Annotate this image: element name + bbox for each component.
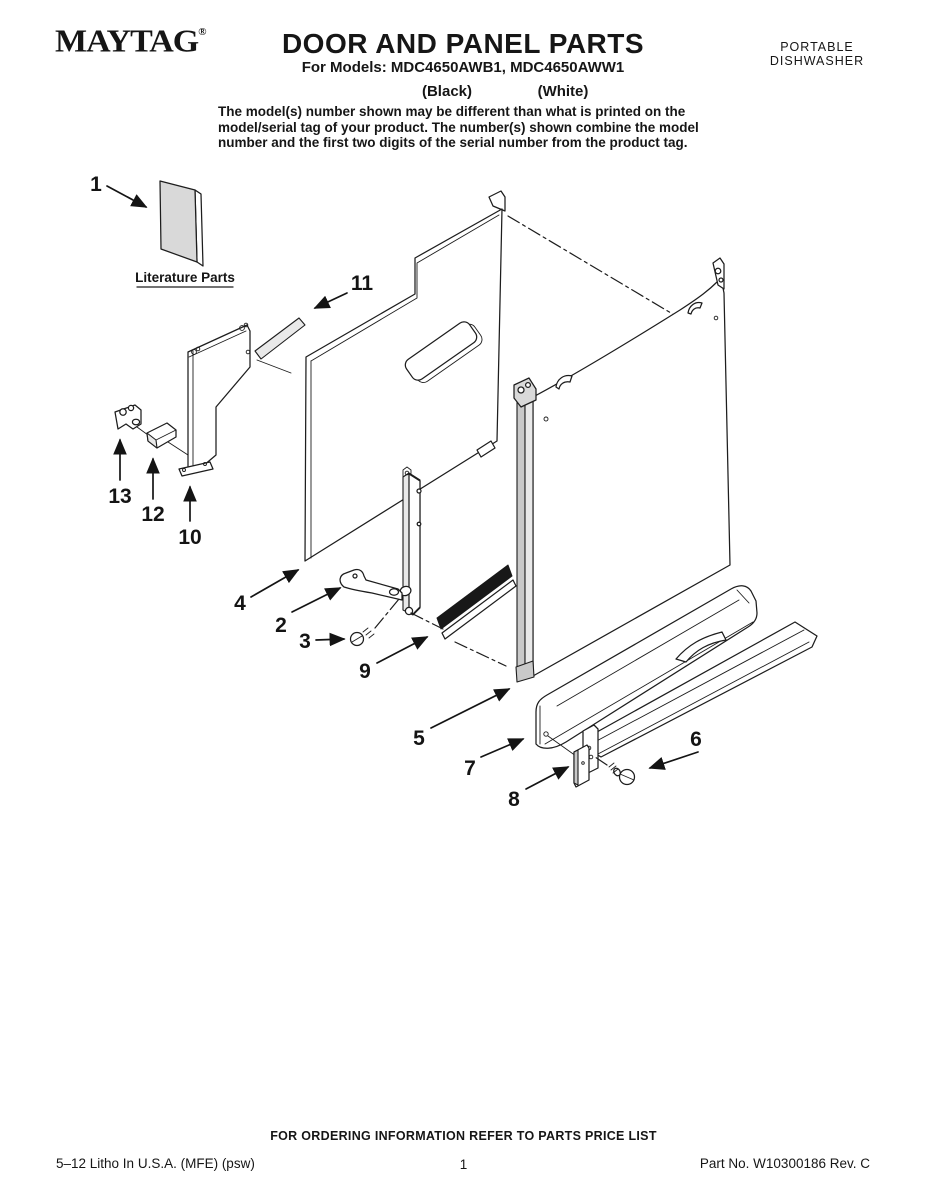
screw-thread — [609, 763, 614, 767]
spacer-block — [147, 423, 188, 455]
callout-6-arrow — [650, 752, 698, 768]
mounting-plate — [574, 745, 589, 787]
page-title: DOOR AND PANEL PARTS — [281, 28, 645, 59]
booklet-cover — [160, 181, 197, 262]
screw-6 — [595, 757, 635, 785]
callout-6-label: 6 — [690, 728, 702, 751]
callout-8-label: 8 — [508, 788, 520, 811]
callout-5-arrow — [431, 689, 509, 728]
block-leader-line — [168, 442, 188, 455]
screw-thread — [363, 628, 368, 632]
callout-12-label: 12 — [141, 503, 165, 526]
literature-parts-label: Literature Parts — [135, 270, 235, 285]
hinge-pin — [518, 387, 524, 393]
callout-11-label: 11 — [350, 272, 374, 295]
hinge-pin — [719, 278, 723, 282]
note-line2: model/serial tag of your product. The number(s) shown combine the model — [218, 119, 699, 135]
clip-hole — [128, 405, 133, 410]
clip-hole — [120, 409, 126, 415]
callout-4-arrow — [251, 570, 298, 597]
rail-notch — [417, 489, 421, 493]
callout-7-arrow — [481, 739, 523, 757]
callout-3-label: 3 — [299, 630, 311, 653]
callout-1-label: 1 — [90, 173, 102, 196]
rod-body — [255, 318, 305, 359]
callout-9-arrow — [377, 637, 427, 663]
callout-13-label: 13 — [108, 485, 132, 508]
alignment-line — [455, 642, 506, 666]
latch-clip — [115, 405, 148, 435]
callout-9-label: 9 — [359, 660, 371, 683]
callout-4-label: 4 — [234, 592, 246, 615]
console-end-panel — [179, 323, 250, 476]
screw-thread — [366, 631, 371, 635]
callout-10-label: 10 — [178, 526, 202, 549]
arm-slot — [390, 589, 399, 595]
callout-5-label: 5 — [413, 727, 425, 750]
callout-7-label: 7 — [464, 757, 476, 780]
rod-leader-line — [257, 360, 291, 373]
arm-hole — [353, 574, 357, 578]
litho-line: 5–12 Litho In U.S.A. (MFE) (psw) — [56, 1156, 255, 1171]
door-front-edge-inner — [525, 394, 533, 676]
trim-rod — [255, 318, 305, 373]
part-number: Part No. W10300186 Rev. C — [699, 1156, 870, 1171]
tub-corner-tab — [489, 191, 505, 211]
note-line3: number and the first two digits of the serial number from the product tag. — [218, 135, 688, 151]
screw-alignment-line — [375, 599, 399, 628]
product-type-line1: PORTABLE — [780, 40, 854, 54]
screw-thread — [369, 634, 374, 638]
clip-boss — [132, 419, 139, 425]
rail-notch — [417, 522, 421, 526]
callout-11-arrow — [315, 293, 347, 308]
models-line: For Models: MDC4650AWB1, MDC4650AWW1 — [301, 59, 625, 76]
plate-edge — [574, 750, 578, 785]
callout-2-label: 2 — [275, 614, 287, 637]
finish-black-label: (Black) — [421, 83, 473, 100]
callout-3-arrow — [316, 639, 344, 640]
door-front-edge-outer — [517, 390, 525, 671]
hinge-pin — [715, 268, 721, 274]
note-line1: The model(s) number shown may be different than what is printed on the — [218, 104, 686, 119]
finish-white-label: (White) — [537, 83, 589, 100]
page-number: 1 — [459, 1157, 468, 1172]
product-type-line2: DISHWASHER — [769, 54, 865, 68]
registered-mark: ® — [198, 26, 207, 38]
callout-1-arrow — [107, 186, 146, 207]
brand-text: MAYTAG — [55, 25, 199, 60]
callout-2-arrow — [292, 588, 340, 612]
hinge-pin — [526, 383, 531, 388]
callout-8-arrow — [526, 767, 568, 789]
literature-booklet — [160, 181, 203, 266]
hidden-top-edge — [508, 216, 676, 316]
bottom-trim-strip — [437, 565, 516, 639]
screw-3 — [351, 599, 400, 646]
clip-leader-line — [137, 427, 148, 435]
ordering-note: FOR ORDERING INFORMATION REFER TO PARTS PRICE LIST — [270, 1129, 657, 1143]
